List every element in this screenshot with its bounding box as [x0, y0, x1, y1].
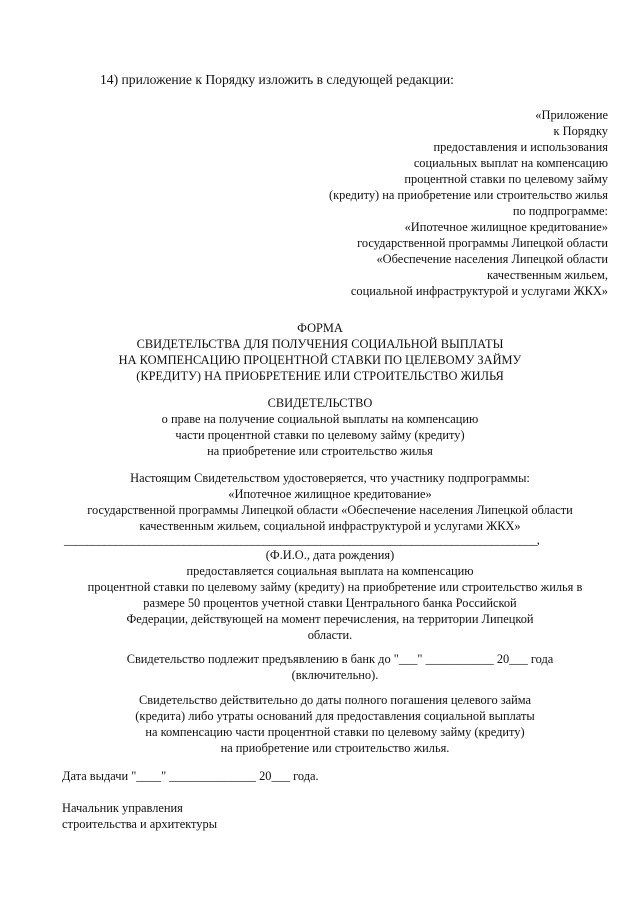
- submission-line: (включительно).: [291, 668, 379, 682]
- appendix-line: к Порядку: [553, 124, 608, 138]
- validity-line: на приобретение или строительство жилья.: [220, 741, 450, 755]
- validity-line: на компенсацию части процентной ставки по целевому займу (кредиту): [145, 725, 525, 739]
- body-line: Настоящим Свидетельством удостоверяется, что участнику подпрограммы:: [130, 471, 530, 485]
- intro-text: 14) приложение к Порядку изложить в следующей редакции:: [100, 72, 454, 87]
- body-line: процентной ставки по целевому займу (кредиту) на приобретение или строительство жилья в: [87, 580, 583, 594]
- name-blank-line: ___________________________________________________________________________________,: [64, 533, 540, 547]
- appendix-line: (кредиту) на приобретение или строительство жилья: [328, 188, 608, 202]
- signature-line: строительства и архитектуры: [62, 817, 218, 831]
- signature-line: Начальник управления: [62, 801, 183, 815]
- body-line: качественным жильем, социальной инфраструктурой и услугами ЖКХ»: [139, 519, 521, 533]
- submission-line: Свидетельство подлежит предъявлению в банк до "___" ___________ 20___ года: [126, 652, 554, 666]
- form-title-line: НА КОМПЕНСАЦИЮ ПРОЦЕНТНОЙ СТАВКИ ПО ЦЕЛЕВОМУ ЗАЙМУ: [118, 353, 522, 367]
- body-line: области.: [307, 628, 353, 642]
- appendix-line: качественным жильем,: [486, 268, 608, 282]
- validity-line: Свидетельство действительно до даты полного погашения целевого займа: [138, 693, 532, 707]
- body-line: предоставляется социальная выплата на компенсацию: [186, 564, 474, 578]
- body-line: размере 50 процентов учетной ставки Центрального банка Российской: [143, 596, 517, 610]
- appendix-line: социальной инфраструктурой и услугами ЖКХ»: [350, 284, 608, 298]
- issue-date: Дата выдачи "____" ______________ 20___ года.: [62, 769, 319, 783]
- form-title-line: (КРЕДИТУ) НА ПРИОБРЕТЕНИЕ ИЛИ СТРОИТЕЛЬСТВО ЖИЛЬЯ: [136, 369, 504, 383]
- certificate-title-line: о праве на получение социальной выплаты на компенсацию: [161, 412, 479, 426]
- appendix-line: процентной ставки по целевому займу: [404, 172, 608, 186]
- appendix-line: государственной программы Липецкой области: [357, 236, 608, 250]
- certificate-title-line: СВИДЕТЕЛЬСТВО: [267, 396, 373, 410]
- appendix-line: «Обеспечение населения Липецкой области: [376, 252, 608, 266]
- body-line: Федерации, действующей на момент перечисления, на территории Липецкой: [126, 612, 534, 626]
- body-line: государственной программы Липецкой области «Обеспечение населения Липецкой области: [87, 503, 573, 517]
- validity-line: (кредита) либо утраты оснований для предоставления социальной выплаты: [135, 709, 535, 723]
- form-title-line: СВИДЕТЕЛЬСТВА ДЛЯ ПОЛУЧЕНИЯ СОЦИАЛЬНОЙ ВЫПЛАТЫ: [136, 337, 504, 351]
- name-caption: (Ф.И.О., дата рождения): [265, 548, 395, 562]
- appendix-line: «Приложение: [535, 108, 608, 122]
- appendix-line: предоставления и использования: [433, 140, 608, 154]
- body-line: «Ипотечное жилищное кредитование»: [228, 487, 432, 501]
- appendix-line: по подпрограмме:: [512, 204, 608, 218]
- appendix-line: «Ипотечное жилищное кредитование»: [404, 220, 608, 234]
- certificate-title-line: части процентной ставки по целевому займу (кредиту): [175, 428, 465, 442]
- form-title-line: ФОРМА: [297, 321, 343, 335]
- appendix-line: социальных выплат на компенсацию: [413, 156, 608, 170]
- certificate-title-line: на приобретение или строительство жилья: [207, 444, 433, 458]
